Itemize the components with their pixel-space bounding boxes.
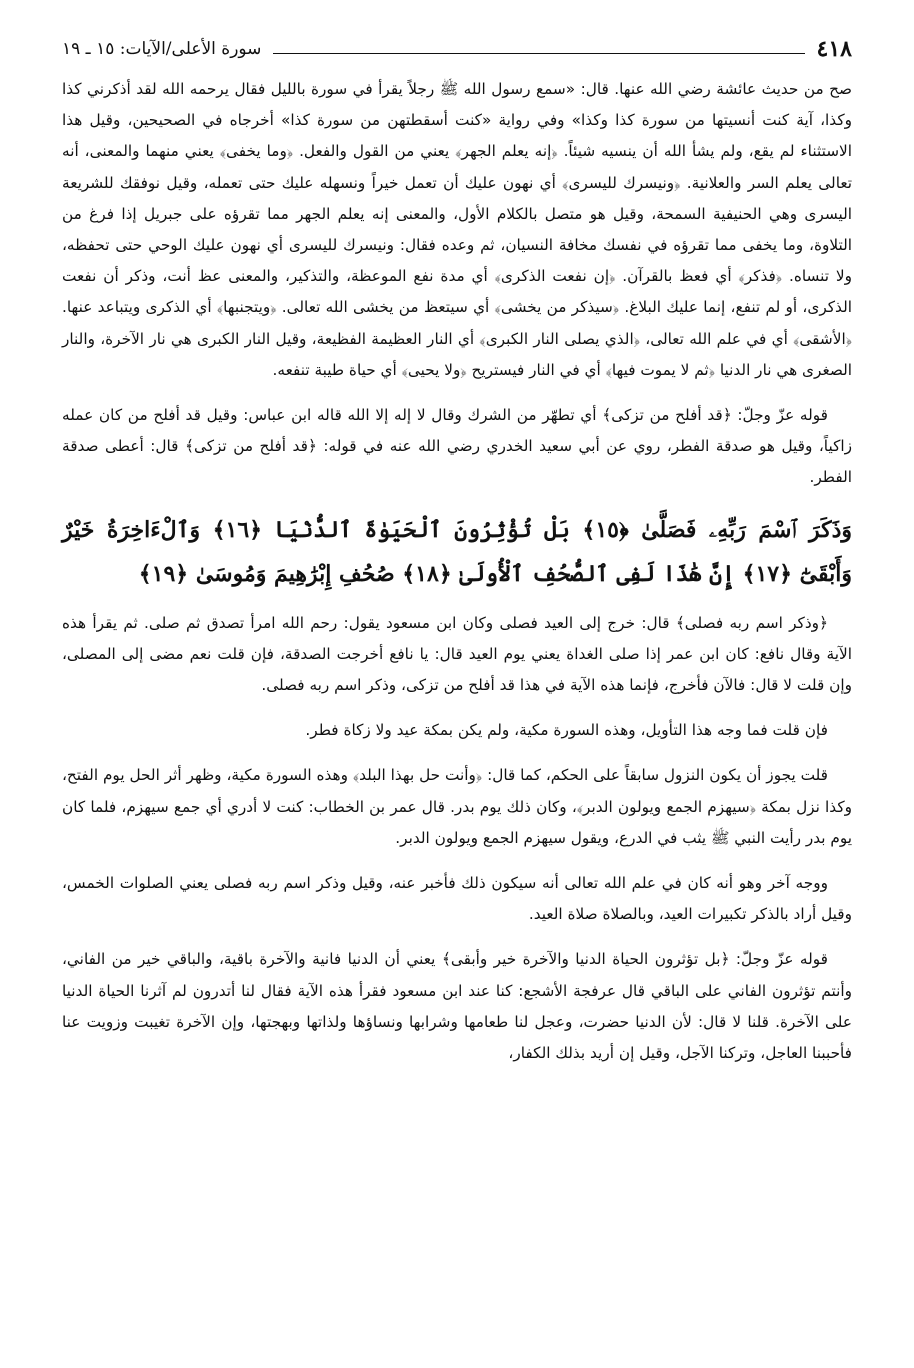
paragraph-1: صح من حديث عائشة رضي الله عنها. قال: «سمع رسول الله ﷺ رجلاً يقرأ في سورة بالليل فقال يرحمه الله لقد أذكرني كذا وكذا، آية كنت أنسيتها من سورة كذا وكذا» وفي رواية «كنت أسقطتهن من سورة كذا» أخرجاه في الصحيحين، وقيل هذا الاستثناء لم يقع، ولم يشأ الله أن ينسيه شيئاً. ﴿إنه يعلم الجهر﴾ يعني من القول والفعل. ﴿وما يخفى﴾ يعني منهما والمعنى، أنه تعالى يعلم السر والعلانية. ﴿ونيسرك لليسرى﴾ أي نهون عليك أن تعمل خيراً ونسهله عليك حتى تعمله، وقيل نوفقك للشريعة اليسرى وهي الحنيفية السمحة، وقيل هو متصل بالكلام الأول، والمعنى إنه يعلم الجهر مما تقرؤه على جبريل إذا فرغ من التلاوة، وما يخفى مما تقرؤه في نفسك مخافة النسيان، ثم وعده فقال: ونيسرك لليسرى أي نهون عليك الوحي حتى تحفظه، ولا تنساه. ﴿فذكر﴾ أي فعظ بالقرآن. ﴿إن نفعت الذكرى﴾ أي مدة نفع الموعظة، والتذكير، والمعنى عظ أنت، وذكر أن نفعت الذكرى، أو لم تنفع، إنما عليك البلاغ. ﴿سيذكر من يخشى﴾ أي سيتعظ من يخشى الله تعالى. ﴿ويتجنبها﴾ أي الذكرى ويتباعد عنها. ﴿الأشقى﴾ أي في علم الله تعالى، ﴿الذي يصلى النار الكبرى﴾ أي النار العظيمة الفظيعة، وقيل النار الكبرى هي نار الآخرة، والنار الصغرى هي نار الدنيا ﴿ثم لا يموت فيها﴾ أي في النار فيستريح ﴿ولا يحيى﴾ أي حياة طيبة تنفعه. (62, 80, 852, 379)
page-body (62, 74, 852, 1069)
paragraph-7: قوله عزّ وجلّ: ﴿بل تؤثرون الحياة الدنيا والآخرة خير وأبقى﴾ يعني أن الدنيا فانية والآخرة باقية، والباقي خير من الفاني، وأنتم تؤثرون الفاني على الباقي قال عرفجة الأشجع: كنا عند ابن مسعود فقرأ هذه الآية فقال لنا أتدرون لم آثرنا الحياة الدنيا على الآخرة. قلنا لا قال: لأن الدنيا حضرت، وعجل لنا طعامها وشرابها ونساؤها ولذاتها وبهجتها، وإن الآخرة تغيبت وزويت عنا فأحببنا العاجل، وتركنا الآجل، وقيل إن أريد بذلك الكفار، (62, 950, 852, 1063)
paragraph-5: قلت يجوز أن يكون النزول سابقاً على الحكم، كما قال: ﴿وأنت حل بهذا البلد﴾ وهذه السورة مكية، وظهر أثر الحل يوم الفتح، وكذا نزل بمكة ﴿سيهزم الجمع ويولون الدبر﴾، وكان ذلك يوم بدر. قال عمر بن الخطاب: كنت لا أدري أي جمع سيهزم، فلما كان يوم بدر رأيت النبي ﷺ يثب في الدرع، ويقول سيهزم الجمع ويولون الدبر. (62, 766, 852, 847)
running-title: سورة الأعلى/الآيات: ١٥ ـ ١٩ (62, 39, 262, 59)
paragraph-6: ووجه آخر وهو أنه كان في علم الله تعالى أنه سيكون ذلك فأخبر عنه، وقيل وذكر اسم ربه فصلى يعني الصلوات الخمس، وقيل أراد بالذكر تكبيرات العيد، وبالصلاة صلاة العيد. (62, 874, 852, 924)
page-header (62, 38, 852, 60)
page-number: ٤١٨ (816, 36, 852, 62)
paragraph-3: ﴿وذكر اسم ربه فصلى﴾ قال: خرج إلى العيد فصلى وكان ابن مسعود يقول: رحم الله امرأ تصدق ثم صلى. ثم يقرأ هذه الآية وقال نافع: كان ابن عمر إذا صلى الغداة يعني يوم العيد قال: يا نافع أخرجت الصدقة، فإن قلت نعم مضى إلى المصلى، وإن قلت لا قال: فالآن فأخرج، فإنما هذه الآية في هذا قد أفلح من تزكى، وذكر اسم ربه فصلى. (62, 613, 852, 695)
paragraph-2: قوله عزّ وجلّ: ﴿قد أفلح من تزكى﴾ أي تطهّر من الشرك وقال لا إله إلا الله قاله ابن عباس: وقيل قد أفلح من كان عمله زاكياً، وقيل هو صدقة الفطر، روي عن أبي سعيد الخدري رضي الله عنه في قوله: ﴿قد أفلح من تزكى﴾ قال: أعطى صدقة الفطر. (62, 406, 852, 487)
paragraph-4: فإن قلت فما وجه هذا التأويل، وهذه السورة مكية، ولم يكن بمكة عيد ولا زكاة فطر. (305, 721, 828, 740)
header-rule (273, 53, 804, 54)
quran-verse: وَذَكَرَ ٱسْمَ رَبِّهِۦ فَصَلَّىٰ ﴿١٥﴾ بَلْ تُؤْثِرُونَ ٱلْحَيَوٰةَ ٱلدُّنْيَا ﴿١٦﴾ وَٱلْءَاخِرَةُ خَيْرٌ وَأَبْقَىٰٓ ﴿١٧﴾ إِنَّ هَٰذَا لَفِى ٱلصُّحُفِ ٱلْأُولَىٰ ﴿١٨﴾ صُحُفِ إِبْرَٰهِيمَ وَمُوسَىٰ ﴿١٩﴾ (62, 516, 853, 587)
